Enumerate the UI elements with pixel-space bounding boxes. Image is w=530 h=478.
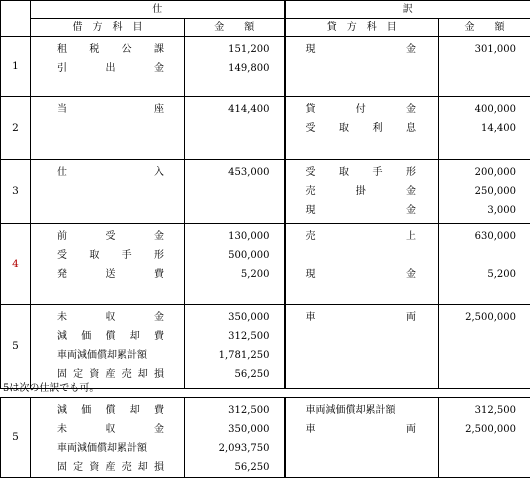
account-name: 減 価 償 却 費 — [57, 327, 164, 346]
account-name: 租 税 公 課 — [57, 40, 164, 59]
amount-value: 630,000 — [439, 227, 516, 246]
header-debit: 仕 — [31, 1, 285, 19]
debit-account-cell — [31, 160, 185, 224]
entry-row — [1, 160, 530, 224]
entry-number: 3 — [1, 160, 31, 224]
amount-value: 301,000 — [439, 40, 516, 59]
account-name: 車 両 — [306, 420, 417, 439]
account-name: 現 金 — [306, 40, 417, 59]
amount-value: 312,500 — [185, 327, 270, 346]
credit-amount-cell — [439, 398, 530, 478]
account-name: 受 取 利 息 — [306, 119, 417, 138]
account-name: 受 取 手 形 — [57, 246, 164, 265]
account-name: 仕 入 — [57, 163, 164, 182]
account-name: 発 送 費 — [57, 265, 164, 284]
debit-account-cell — [31, 398, 185, 478]
amount-value: 5,200 — [185, 265, 270, 284]
header-blank — [1, 1, 31, 19]
credit-amount-cell — [439, 224, 530, 305]
amount-value: 200,000 — [439, 163, 516, 182]
header-credit-amount: 金 額 — [439, 19, 530, 37]
account-name: 減 価 償 却 費 — [57, 401, 164, 420]
header-debit-amount: 金 額 — [185, 19, 285, 37]
credit-account-cell — [285, 97, 439, 160]
account-name: 車 両 — [306, 308, 417, 327]
amount-value: 2,500,000 — [439, 308, 516, 327]
debit-amount-cell — [185, 160, 285, 224]
debit-amount-cell — [185, 398, 285, 478]
amount-value: 350,000 — [185, 420, 270, 439]
account-name: 車両減価償却累計額 — [306, 401, 417, 420]
debit-account-cell — [31, 224, 185, 305]
account-name: 当 座 — [57, 100, 164, 119]
amount-value: 453,000 — [185, 163, 270, 182]
debit-amount-cell — [185, 97, 285, 160]
credit-amount-cell — [439, 160, 530, 224]
credit-account-cell — [285, 305, 439, 389]
amount-value: 151,200 — [185, 40, 270, 59]
header-no — [1, 19, 31, 37]
account-name: 未 収 金 — [57, 420, 164, 439]
entry-number: 2 — [1, 97, 31, 160]
amount-value: 414,400 — [185, 100, 270, 119]
amount-value: 2,093,750 — [185, 439, 270, 458]
amount-value: 56,250 — [185, 365, 270, 384]
account-name: 受 取 手 形 — [306, 163, 417, 182]
amount-value: 1,781,250 — [185, 346, 270, 365]
header-row-columns — [1, 19, 530, 37]
account-name: 貸 付 金 — [306, 100, 417, 119]
entry-row — [1, 224, 530, 305]
account-name: 固 定 資 産 売 却 損 — [57, 458, 164, 477]
header-debit-account: 借 方 科 目 — [31, 19, 185, 37]
credit-account-cell — [285, 224, 439, 305]
entry-number: 1 — [1, 37, 31, 97]
note-text: 5は次の仕訳でも可。 — [3, 382, 99, 396]
header-row-top — [1, 1, 530, 19]
account-name: 現 金 — [306, 265, 417, 284]
credit-account-cell — [285, 37, 439, 97]
debit-account-cell — [31, 305, 185, 389]
debit-account-cell — [31, 97, 185, 160]
amount-value — [439, 246, 516, 265]
account-name: 現 金 — [306, 201, 417, 220]
entry-row — [1, 97, 530, 160]
journal-body — [1, 37, 530, 389]
alt-journal-body — [1, 398, 530, 478]
amount-value: 3,000 — [439, 201, 516, 220]
account-name: 車両減価償却累計額 — [57, 346, 164, 365]
credit-amount-cell — [439, 97, 530, 160]
amount-value: 250,000 — [439, 182, 516, 201]
amount-value: 14,400 — [439, 119, 516, 138]
header-credit: 訳 — [285, 1, 530, 19]
credit-amount-cell — [439, 305, 530, 389]
account-name — [306, 246, 417, 265]
account-name: 前 受 金 — [57, 227, 164, 246]
account-name: 引 出 金 — [57, 59, 164, 78]
entry-number: 5 — [1, 305, 31, 389]
amount-value: 130,000 — [185, 227, 270, 246]
account-name: 売 掛 金 — [306, 182, 417, 201]
amount-value: 350,000 — [185, 308, 270, 327]
amount-value: 500,000 — [185, 246, 270, 265]
account-name: 売 上 — [306, 227, 417, 246]
amount-value: 2,500,000 — [439, 420, 516, 439]
alt-journal-table — [0, 397, 530, 478]
debit-account-cell — [31, 37, 185, 97]
amount-value: 400,000 — [439, 100, 516, 119]
credit-account-cell — [285, 398, 439, 478]
amount-value: 149,800 — [185, 59, 270, 78]
entry-number: 5 — [1, 398, 31, 478]
credit-amount-cell — [439, 37, 530, 97]
alt-entry-row — [1, 398, 530, 478]
header-credit-account: 貸 方 科 目 — [285, 19, 439, 37]
credit-account-cell — [285, 160, 439, 224]
debit-amount-cell — [185, 224, 285, 305]
amount-value: 312,500 — [439, 401, 516, 420]
entry-row — [1, 305, 530, 389]
account-name: 車両減価償却累計額 — [57, 439, 164, 458]
amount-value: 312,500 — [185, 401, 270, 420]
account-name: 固 定 資 産 売 却 損 — [57, 365, 164, 384]
entry-row — [1, 37, 530, 97]
entry-number: 4 — [1, 224, 31, 305]
debit-amount-cell — [185, 305, 285, 389]
account-name: 未 収 金 — [57, 308, 164, 327]
amount-value: 56,250 — [185, 458, 270, 477]
debit-amount-cell — [185, 37, 285, 97]
amount-value: 5,200 — [439, 265, 516, 284]
